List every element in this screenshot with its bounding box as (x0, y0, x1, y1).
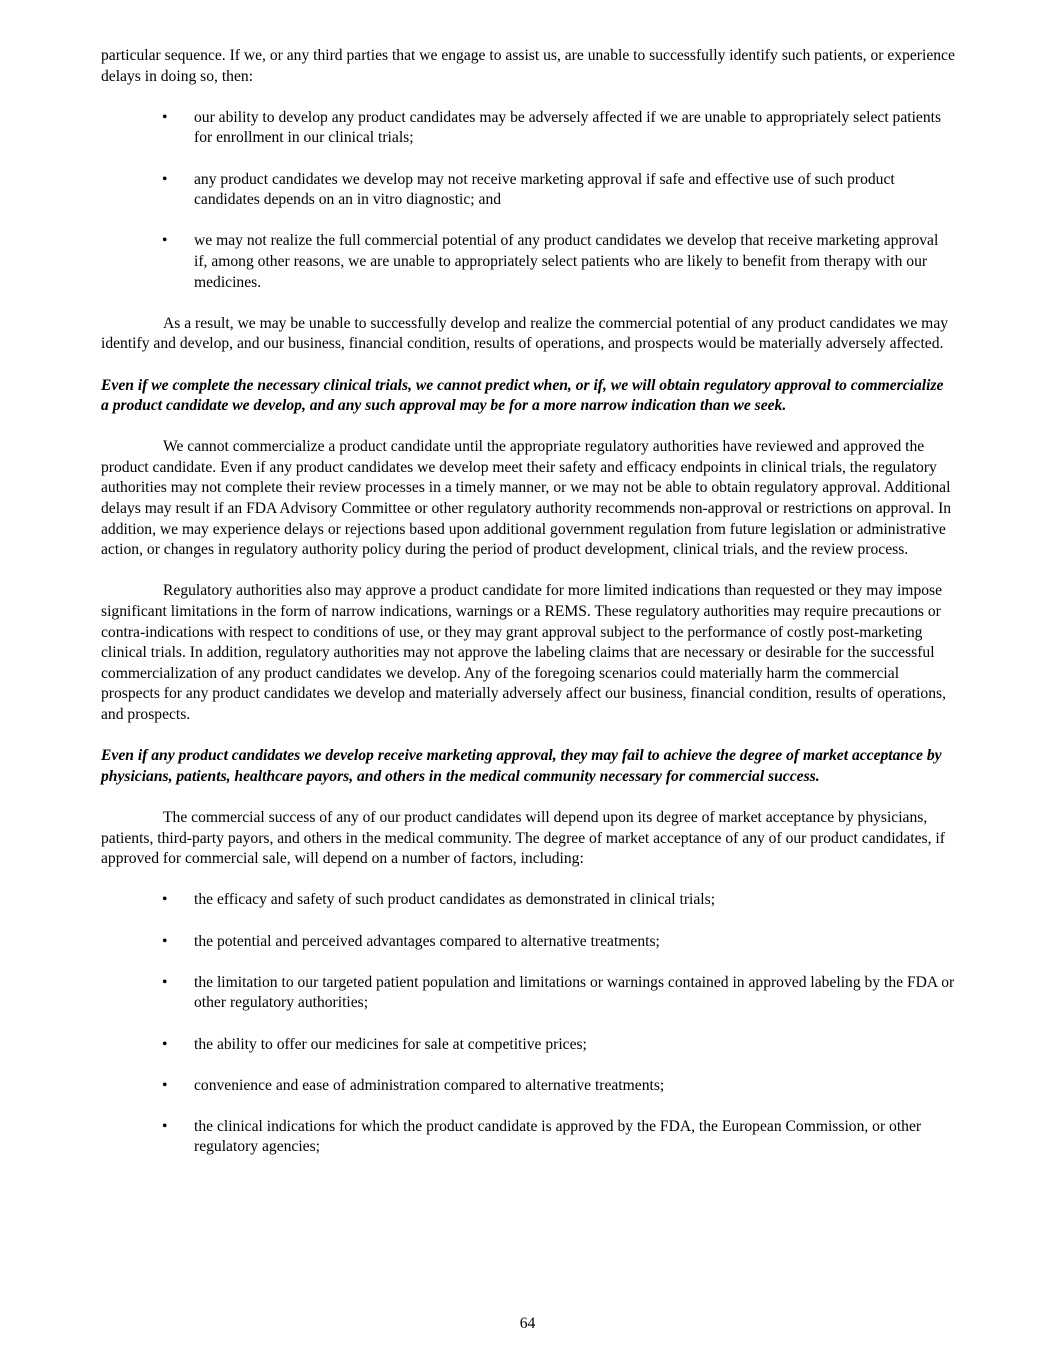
document-page (101, 46, 955, 1179)
page-number: 64 (519, 1315, 536, 1332)
bullet-icon: • (162, 973, 168, 991)
body-paragraph: Regulatory authorities also may approve a product candidate for more limited indications than requested or they may impose significant limitations in the form of narrow indications, warnings or a REMS. These regulatory authorities may require precautions or contra-indications with respect to conditions of use, or they may grant approval subject to the performance of costly post-marketing clinical trials. In addition, regulatory authorities may not approve the labeling claims that are necessary or desirable for the successful commercialization of any product candidates we develop. Any of the foregoing scenarios could materially harm the commercial prospects for any product candidates we develop and materially adversely affect our business, financial condition, results of operations, and prospects. (101, 582, 946, 723)
list-item: • our ability to develop any product candidates may be adversely affected if we are unable to appropriately select patients for enrollment in our clinical trials; (162, 108, 942, 147)
bullet-icon: • (162, 891, 168, 909)
bullet-icon: • (162, 1076, 168, 1094)
list-item: • any product candidates we develop may not receive marketing approval if safe and effective use of such product candidates depends on an in vitro diagnostic; and (162, 170, 895, 209)
intro-paragraph: particular sequence. If we, or any third parties that we engage to assist us, are unable to successfully identify such patients, or experience delays in doing so, then: (101, 47, 955, 85)
bullet-list-2 (101, 890, 955, 1158)
list-item: • the potential and perceived advantages compared to alternative treatments; (101, 932, 955, 953)
list-item: • the efficacy and safety of such product candidates as demonstrated in clinical trials; (101, 890, 955, 911)
section-heading-regulatory-approval: Even if we complete the necessary clinical trials, we cannot predict when, or if, we will obtain regulatory approval to commercialize a product candidate we develop, and any such approval may be for a more narrow indication than we seek. (101, 376, 944, 415)
bullet-icon: • (162, 1035, 168, 1053)
list-item: • convenience and ease of administration compared to alternative treatments; (101, 1076, 955, 1097)
bullet-list-1 (101, 108, 955, 293)
list-item: • the ability to offer our medicines for sale at competitive prices; (101, 1035, 955, 1056)
list-item: • we may not realize the full commercial potential of any product candidates we develop that receive marketing approval if, among other reasons, we are unable to appropriately select patients who are likely to benefit from therapy with our medicines. (162, 232, 939, 291)
body-paragraph: The commercial success of any of our product candidates will depend upon its degree of market acceptance by physicians, patients, third-party payors, and others in the medical community. The degree of market acceptance of any of our product candidates, if approved for commercial sale, will depend on a number of factors, including: (101, 808, 945, 868)
bullet-icon: • (162, 108, 168, 126)
bullet-icon: • (162, 232, 168, 250)
bullet-icon: • (162, 170, 168, 188)
result-paragraph: As a result, we may be unable to successfully develop and realize the commercial potential of any product candidates we may identify and develop, and our business, financial condition, results of operations, and prospects would be materially adversely affected. (101, 314, 949, 353)
bullet-icon: • (162, 1117, 168, 1135)
bullet-icon: • (162, 932, 168, 950)
list-item: • the clinical indications for which the product candidate is approved by the FDA, the European Commission, or other regulatory agencies; (162, 1117, 922, 1156)
body-paragraph: We cannot commercialize a product candidate until the appropriate regulatory authorities have reviewed and approved the product candidate. Even if any product candidates we develop meet their safety and efficacy endpoints in clinical trials, the regulatory authorities may not complete their review processes in a timely manner, or we may not be able to obtain regulatory approval. Additional delays may result if an FDA Advisory Committee or other regulatory authority recommends non-approval or restrictions on approval. In addition, we may experience delays or rejections based upon additional government regulation from future legislation or administrative action, or changes in regulatory authority policy during the period of product development, clinical trials, and the review process. (101, 438, 952, 559)
section-heading-market-acceptance: Even if any product candidates we develop receive marketing approval, they may fail to achieve the degree of market acceptance by physicians, patients, healthcare payors, and others in the medical community necessary for commercial success. (101, 747, 942, 785)
list-item: • the limitation to our targeted patient population and limitations or warnings contained in approved labeling by the FDA or other regulatory authorities; (162, 973, 955, 1012)
